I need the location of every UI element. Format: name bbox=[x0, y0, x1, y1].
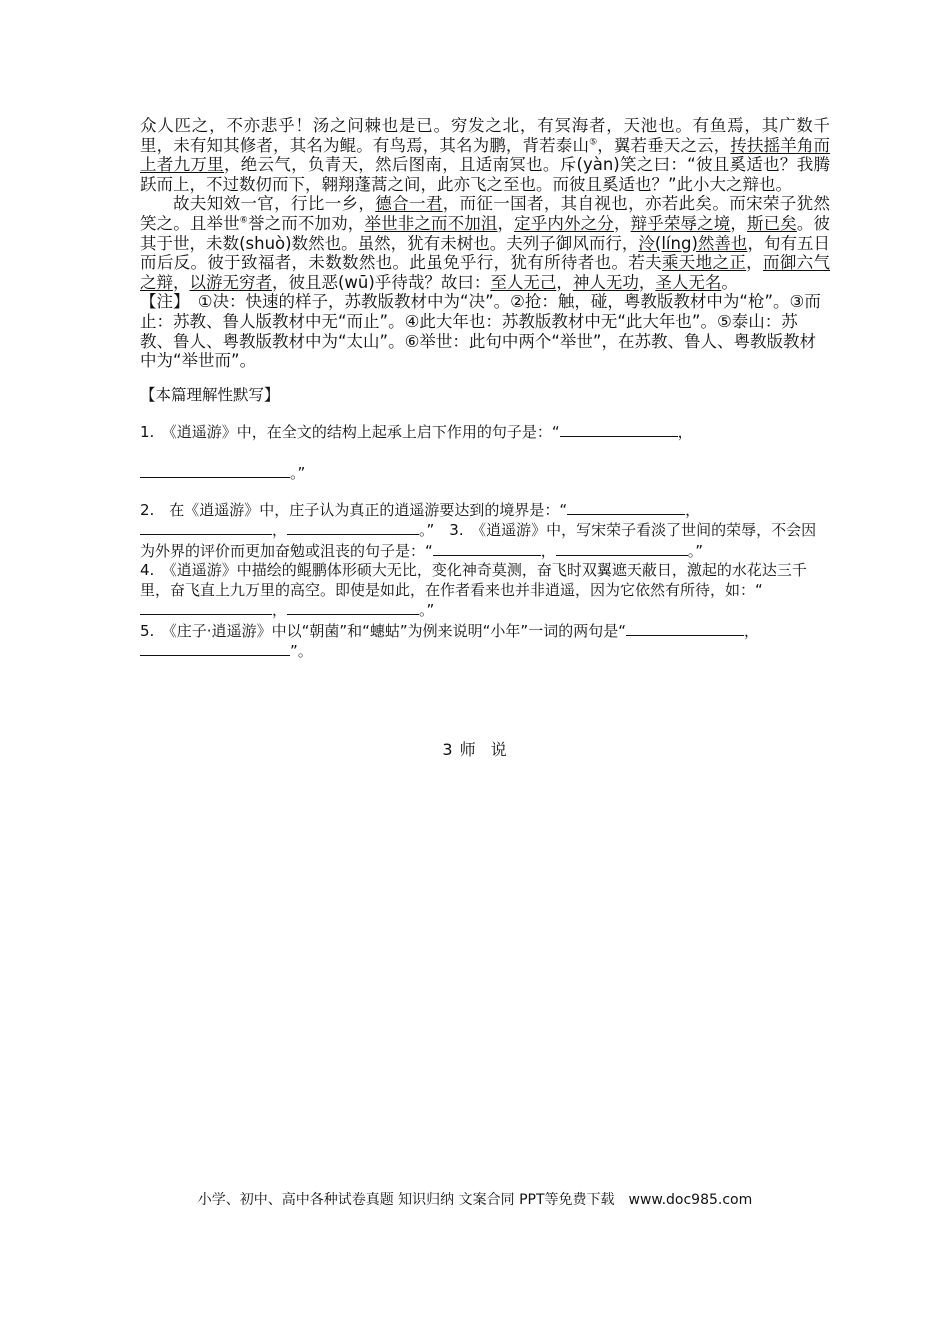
underlined-phrase: 至人无己 bbox=[490, 272, 557, 292]
question-text: ， bbox=[743, 621, 759, 640]
notes-block: 【注】 ①决：快速的样子，苏教版教材中为“决”。②抢：触，碰，粤教版教材中为“枪”。③而止：苏教、鲁人版教材中无“而止”。④此大年也：苏教版教材中无“此大年也”。⑤泰山：苏教、鲁人、粤教版教材中为“太山”。⑥举世：此句中两个“举世”，在苏教、鲁人、粤教版教材中为“举世而”。 bbox=[140, 292, 821, 371]
text-span: 众人匹之，不亦悲乎！汤之问棘也是已。穷发之北，有冥海者，天池也。有鱼焉，其广数千里，未有知其修者，其名为鲲。有鸟焉，其名为鹏，背若泰山 bbox=[140, 116, 830, 155]
underlined-phrase: 而御六气之辩 bbox=[140, 253, 831, 292]
question-text: 4. 《逍遥游》中描绘的鲲鹏体形硕大无比，变化神奇莫测，奋飞时双翼遮天蔽日，激起的水花达三千里，奋飞直上九万里的高空。即使是如此，在作者看来也并非逍遥，因为它依然有所待，如：“ bbox=[140, 561, 807, 599]
text-span: ，翼若垂天之云， bbox=[597, 135, 731, 155]
answer-blank[interactable] bbox=[287, 600, 419, 615]
underlined-phrase: 神人无功 bbox=[572, 272, 639, 292]
answer-blank[interactable] bbox=[140, 463, 290, 478]
page-label: 说 bbox=[490, 740, 508, 759]
underlined-phrase: 泠(líng)然善也 bbox=[638, 233, 748, 253]
question-text: ， bbox=[677, 422, 693, 441]
question-text: 。” bbox=[419, 521, 435, 540]
footer-banner: 小学、初中、高中各种试卷真题 知识归纳 文案合同 PPT等免费下载 www.doc985.com bbox=[197, 1192, 753, 1208]
question-text: 1. 《逍遥游》中，在全文的结构上起承上启下作用的句子是：“ bbox=[140, 422, 560, 441]
text-span: ， bbox=[497, 213, 515, 233]
question-text: 。” bbox=[419, 601, 435, 620]
underlined-phrase: 圣人无名 bbox=[655, 272, 722, 292]
question-text: ， bbox=[540, 541, 556, 560]
passage-paragraph-1 bbox=[140, 116, 830, 194]
answer-blank[interactable] bbox=[567, 500, 685, 515]
footnote-marker: ⑥ bbox=[239, 215, 248, 226]
question-text: 5. 《庄子·逍遥游》中以“朝菌”和“蟪蛄”为例来说明“小年”一词的两句是“ bbox=[140, 621, 626, 640]
page-number-value: 3 bbox=[442, 740, 454, 759]
question-text: ， bbox=[272, 601, 288, 620]
text-span: ，旬有五日而后反。彼于致福者，未数数然也。此虽免乎行，犹有所待者也。若夫 bbox=[140, 233, 830, 273]
passage-paragraph-2 bbox=[140, 194, 830, 292]
question-text: 。” bbox=[290, 464, 306, 483]
footnote-marker: ⑤ bbox=[589, 137, 598, 148]
question-1-cont bbox=[140, 463, 830, 484]
answer-blank[interactable] bbox=[140, 641, 290, 656]
text-span: 誉之而不加劝， bbox=[248, 213, 365, 233]
question-5 bbox=[140, 621, 830, 662]
question-3-text: 3. 《逍遥游》中，写宋荣子看淡了世间的荣辱，不会因为外界的评价而更加奋勉或沮丧的句子是：“ bbox=[140, 521, 817, 560]
question-text: ”。 bbox=[290, 642, 313, 661]
spacer bbox=[140, 442, 830, 463]
question-text: ， bbox=[272, 521, 288, 540]
answer-blank[interactable] bbox=[626, 621, 744, 636]
underlined-phrase: 辩乎荣辱之境 bbox=[630, 213, 731, 233]
text-span: ， bbox=[613, 213, 631, 233]
text-span: ，绝云气，负青天，然后图南，且适南冥也。斥(yàn)笑之曰：“彼且奚适也？我腾跃而上，不过数仞而下，翱翔蓬蒿之间，此亦飞之至也。而彼且奚适也？”此小大之辩也。 bbox=[140, 155, 831, 194]
text-span: 故夫知效一官，行比一乡， bbox=[173, 194, 376, 214]
section-title: 【本篇理解性默写】 bbox=[140, 385, 280, 404]
question-text: ， bbox=[685, 500, 701, 519]
answer-blank[interactable] bbox=[140, 600, 272, 615]
underlined-phrase: 抟扶摇羊角而上者九万里 bbox=[140, 135, 831, 175]
page-number bbox=[0, 737, 950, 760]
page-label: 师 bbox=[459, 740, 477, 759]
text-span: ， bbox=[746, 253, 763, 273]
underlined-phrase: 乘天地之正 bbox=[661, 253, 747, 273]
text-span: ， bbox=[730, 213, 748, 233]
underlined-phrase: 举世非之而不加沮 bbox=[364, 213, 498, 233]
underlined-phrase: 以游无穷者 bbox=[189, 272, 272, 292]
question-2 bbox=[140, 500, 830, 562]
underlined-phrase: 德合一君 bbox=[375, 194, 443, 214]
text-span: ， bbox=[556, 272, 573, 292]
answer-blank[interactable] bbox=[433, 541, 541, 556]
answer-blank[interactable] bbox=[556, 541, 688, 556]
text-span: ， bbox=[173, 272, 190, 292]
text-span: ，而征一国者，其自视也，亦若此矣。而宋荣子犹然笑之。且举世 bbox=[140, 194, 831, 233]
question-text: 。” bbox=[687, 541, 704, 560]
text-span: ， bbox=[638, 272, 656, 292]
text-span: 。 bbox=[721, 272, 738, 292]
text-span: ，彼且恶(wū)乎待哉？故曰： bbox=[272, 272, 491, 292]
answer-blank[interactable] bbox=[287, 520, 419, 535]
question-text: 2. 在《逍遥游》中，庄子认为真正的逍遥游要达到的境界是：“ bbox=[140, 500, 568, 519]
answer-blank[interactable] bbox=[140, 520, 272, 535]
underlined-phrase: 斯已矣 bbox=[747, 213, 797, 233]
underlined-phrase: 定乎内外之分 bbox=[514, 213, 614, 233]
document-body bbox=[140, 116, 830, 662]
question-1 bbox=[140, 422, 830, 443]
text-span: 。彼其于世，未数(shuò)数然也。虽然，犹有未树也。夫列子御风而行， bbox=[140, 213, 831, 253]
question-4 bbox=[140, 561, 830, 621]
answer-blank[interactable] bbox=[560, 422, 678, 437]
